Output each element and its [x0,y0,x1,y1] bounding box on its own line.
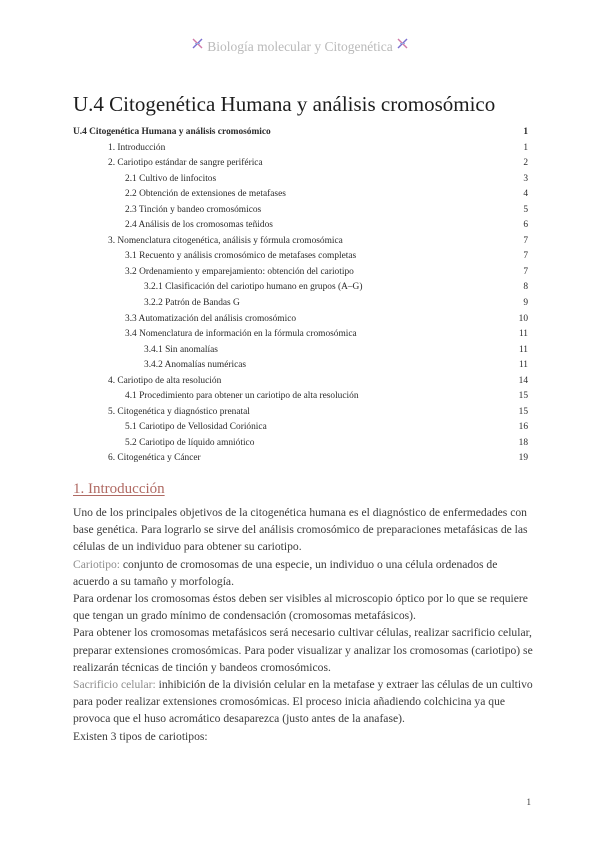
toc-entry[interactable] [73,141,528,157]
toc-entry[interactable] [73,265,528,281]
toc-entry-label: 2.4 Análisis de los cromosomas teñidos [125,220,273,231]
toc-entry-label: 2.3 Tinción y bandeo cromosómicos [125,204,262,215]
toc-entry-page: 15 [518,406,528,417]
paragraph: Uno de los principales objetivos de la citogenética humana es el diagnóstico de enfermedades con base genética. Para lograrlo se sirve del análisis cromosómico de preparaciones metafásicas de las células de un individuo para obtener su cariotipo. [73,506,528,554]
term-definition: conjunto de cromosomas de una especie, un individuo o una célula ordenados de acuerdo a su tamaño y morfología. [73,557,498,588]
toc-entry-label: 5.2 Cariotipo de líquido amniótico [125,437,255,448]
toc-entry-label: 3.2 Ordenamiento y emparejamiento: obtención del cariotipo [125,266,354,277]
toc-entry-page: 5 [523,204,528,215]
section-heading: 1. Introducción [73,481,165,497]
toc-entry-page: 11 [518,360,528,371]
definition-paragraph [73,556,533,590]
toc-entry-page: 8 [523,282,528,293]
toc-entry-label: 3. Nomenclatura citogenética, análisis y fórmula cromosómica [108,235,343,246]
toc-entry-label: 3.1 Recuento y análisis cromosómico de metafases completas [125,251,357,262]
toc-entry[interactable] [73,280,528,296]
toc-entry[interactable] [73,451,528,467]
paragraph: Para obtener los cromosomas metafásicos será necesario cultivar células, realizar sacrificio celular, preparar extensiones cromosómicas. Para poder visualizar y analizar los cromosomas (cariotipo) se realizarán técnicas de tinción y bandeos cromosómicos. [73,626,533,674]
dna-icon [191,37,204,54]
toc-entry-label: 3.3 Automatización del análisis cromosómico [125,313,297,324]
toc-entry[interactable] [73,358,528,374]
toc-entry-page: 7 [523,251,528,262]
page-title: U.4 Citogenética Humana y análisis cromosómico [73,92,496,116]
toc-entry-page: 1 [523,127,528,137]
dna-icon [396,37,409,54]
definition-paragraph [73,676,533,728]
toc-entry[interactable] [73,389,528,405]
term-label: Cariotipo: [73,557,121,571]
toc-entry-label: 2. Cariotipo estándar de sangre periférica [108,158,263,169]
toc-entry-label: 2.2 Obtención de extensiones de metafases [125,189,286,200]
page-number: 1 [526,797,531,807]
toc-entry-label: 3.4.2 Anomalías numéricas [144,360,247,371]
toc-entry-page: 2 [523,158,528,169]
toc-entry[interactable] [73,234,528,250]
toc-entry[interactable] [73,436,528,452]
toc-entry[interactable] [73,156,528,172]
toc-entry[interactable] [73,125,528,141]
toc-entry[interactable] [73,203,528,219]
toc-entry-page: 11 [518,329,528,340]
toc-entry-page: 18 [518,437,528,448]
toc-entry-page: 14 [518,375,528,386]
toc-entry[interactable] [73,327,528,343]
toc-entry-label: U.4 Citogenética Humana y análisis cromosómico [73,127,271,137]
toc-entry-page: 7 [523,235,528,246]
toc-entry-page: 3 [523,173,528,184]
toc-entry[interactable] [73,420,528,436]
toc-entry-label: 3.4.1 Sin anomalías [144,344,218,355]
toc-entry-page: 7 [523,266,528,277]
section-body [73,504,533,745]
term-definition: inhibición de la división celular en la metafase y extraer las células de un cultivo para poder realizar extensiones cromosómicas. El proceso inicia añadiendo colchicina ya que provoca que el huso acromático desaparezca (justo antes de la anafase). [73,678,533,726]
toc-entry-label: 4. Cariotipo de alta resolución [108,375,222,386]
header-text: Biología molecular y Citogenética [207,39,393,54]
toc-entry-page: 10 [518,313,528,324]
toc-entry-page: 19 [518,453,528,464]
toc-entry-label: 4.1 Procedimiento para obtener un cariotipo de alta resolución [125,391,359,402]
table-of-contents [73,125,528,467]
toc-entry-page: 15 [518,391,528,402]
toc-entry-label: 5. Citogenética y diagnóstico prenatal [108,406,250,417]
paragraph: Para ordenar los cromosomas éstos deben ser visibles al microscopio óptico por lo que se requiere que tengan un grado mínimo de condensación (cromosomas metafásicos). [73,592,528,623]
toc-entry-label: 2.1 Cultivo de linfocitos [125,173,217,184]
toc-entry[interactable] [73,296,528,312]
toc-entry-label: 1. Introducción [108,142,166,153]
toc-entry-page: 16 [518,422,528,433]
toc-entry-label: 3.4 Nomenclatura de información en la fórmula cromosómica [125,329,357,340]
toc-entry[interactable] [73,374,528,390]
toc-entry[interactable] [73,218,528,234]
toc-entry[interactable] [73,249,528,265]
toc-entry-page: 11 [518,344,528,355]
toc-entry[interactable] [73,343,528,359]
term-label: Sacrificio celular: [73,678,156,692]
toc-entry-page: 1 [523,142,528,153]
toc-entry-label: 3.2.2 Patrón de Bandas G [144,298,240,309]
toc-entry-page: 6 [523,220,528,231]
toc-entry-page: 9 [523,298,528,309]
toc-entry[interactable] [73,405,528,421]
toc-entry-page: 4 [523,189,528,200]
toc-entry-label: 5.1 Cariotipo de Vellosidad Coriónica [125,422,267,433]
running-header [0,37,600,55]
toc-entry-label: 3.2.1 Clasificación del cariotipo humano en grupos (A–G) [144,282,363,293]
paragraph: Existen 3 tipos de cariotipos: [73,729,208,743]
toc-entry[interactable] [73,312,528,328]
toc-entry[interactable] [73,187,528,203]
toc-entry-label: 6. Citogenética y Cáncer [108,453,201,464]
toc-entry[interactable] [73,172,528,188]
